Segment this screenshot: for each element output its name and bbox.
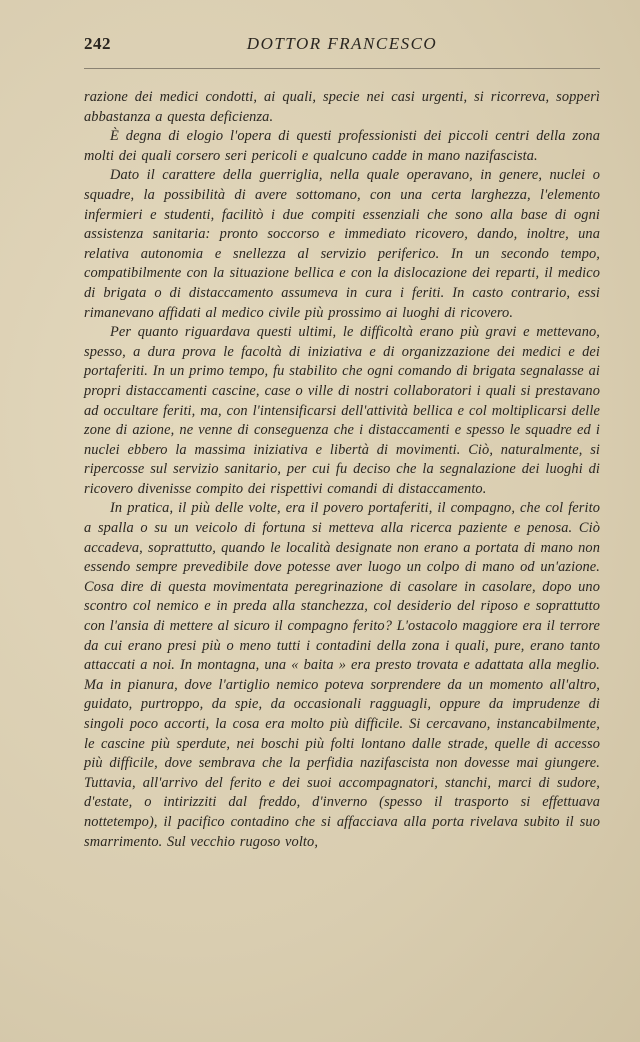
paragraph: razione dei medici condotti, ai quali, specie nei casi urgenti, si ricorreva, sopperì abbastanza a questa deficienza. — [84, 89, 600, 125]
running-title: DOTTOR FRANCESCO — [246, 34, 438, 53]
paragraph: È degna di elogio l'opera di questi professionisti dei piccoli centri della zona molti dei quali corsero seri pericoli e qualcuno cadde in mano nazifascista. — [84, 128, 600, 164]
body-text — [84, 88, 600, 852]
paragraph: In pratica, il più delle volte, era il povero portaferiti, il compagno, che col ferito a spalla o su un veicolo di fortuna si metteva alla ricerca paziente e penosa. Ciò accadeva, soprattutto, quando le località designate non erano a portata di mano non essendo sempre prevedibile dove potesse aver luogo un colpo di mano od un'azione. Cosa dire di questa movimentata peregrinazione di casolare in casolare, dopo uno scontro col nemico e in preda alla stanchezza, col desiderio del riposo e soprattutto con l'ansia di mettere al sicuro il compagno ferito? L'ostacolo maggiore era il terrore da cui erano presi più o meno tutti i contadini della zona i quali, pure, erano tanto attaccati a noi. In montagna, una « baita » era presto trovata e adattata alla meglio. Ma in pianura, dove l'artiglio nemico poteva sorprendere da un momento all'altro, guidato, purtroppo, da spie, da occasionali ragguagli, oppure da imprudenze di singoli poco accorti, la cosa era molto più difficile. Si cercavano, instancabilmente, le cascine più sperdute, nei boschi più folti lontano dalle strade, quelle di accesso più difficile, dove sembrava che la perfidia nazifascista non dovesse mai giungere. Tuttavia, all'arrivo del ferito e dei suoi accompagnatori, stanchi, marci di sudore, d'estate, o intirizziti dal freddo, d'inverno (spesso il trasporto si effettuava nottetempo), il pacifico contadino che si affacciava alla porta rivelava subito il suo smarrimento. Sul vecchio rugoso volto, — [84, 500, 600, 850]
paragraph: Dato il carattere della guerriglia, nella quale operavano, in genere, nuclei o squadre, la possibilità di avere sottomano, con una certa larghezza, l'elemento infermieri e studenti, facilitò i due compiti essenziali che sono alla base di ogni assistenza sanitaria: pronto soccorso e immediato ricovero, dando, inoltre, una relativa autonomia e snellezza al servizio periferico. In un secondo tempo, compatibilmente con la situazione bellica e con la dislocazione dei reparti, il medico di brigata o di distaccamento assumeva in cura i feriti. In casto contrario, essi rimanevano affidati al medico civile più prossimo ai luoghi di ricovero. — [84, 167, 600, 321]
page-header — [84, 34, 600, 58]
page-number: 242 — [84, 34, 111, 53]
header-rule — [84, 68, 600, 69]
paragraph: Per quanto riguardava questi ultimi, le difficoltà erano più gravi e mettevano, spesso, a dura prova le facoltà di iniziativa e di organizzazione dei medici e dei portaferiti. In un primo tempo, fu stabilito che ogni comando di brigata segnalasse ai propri distaccamenti cascine, case o ville di nostri collaboratori i quali si prestavano ad occultare feriti, ma, con l'intensificarsi dell'attività bellica e col moltiplicarsi delle zone di azione, ne venne di conseguenza che i distaccamenti e spesso le squadre ed i nuclei ebbero la massima iniziativa e libertà di movimenti. Ciò, naturalmente, si ripercosse sul servizio sanitario, per cui fu deciso che la segnalazione dei luoghi di ricovero divenisse compito dei rispettivi comandi di distaccamento. — [84, 324, 600, 497]
